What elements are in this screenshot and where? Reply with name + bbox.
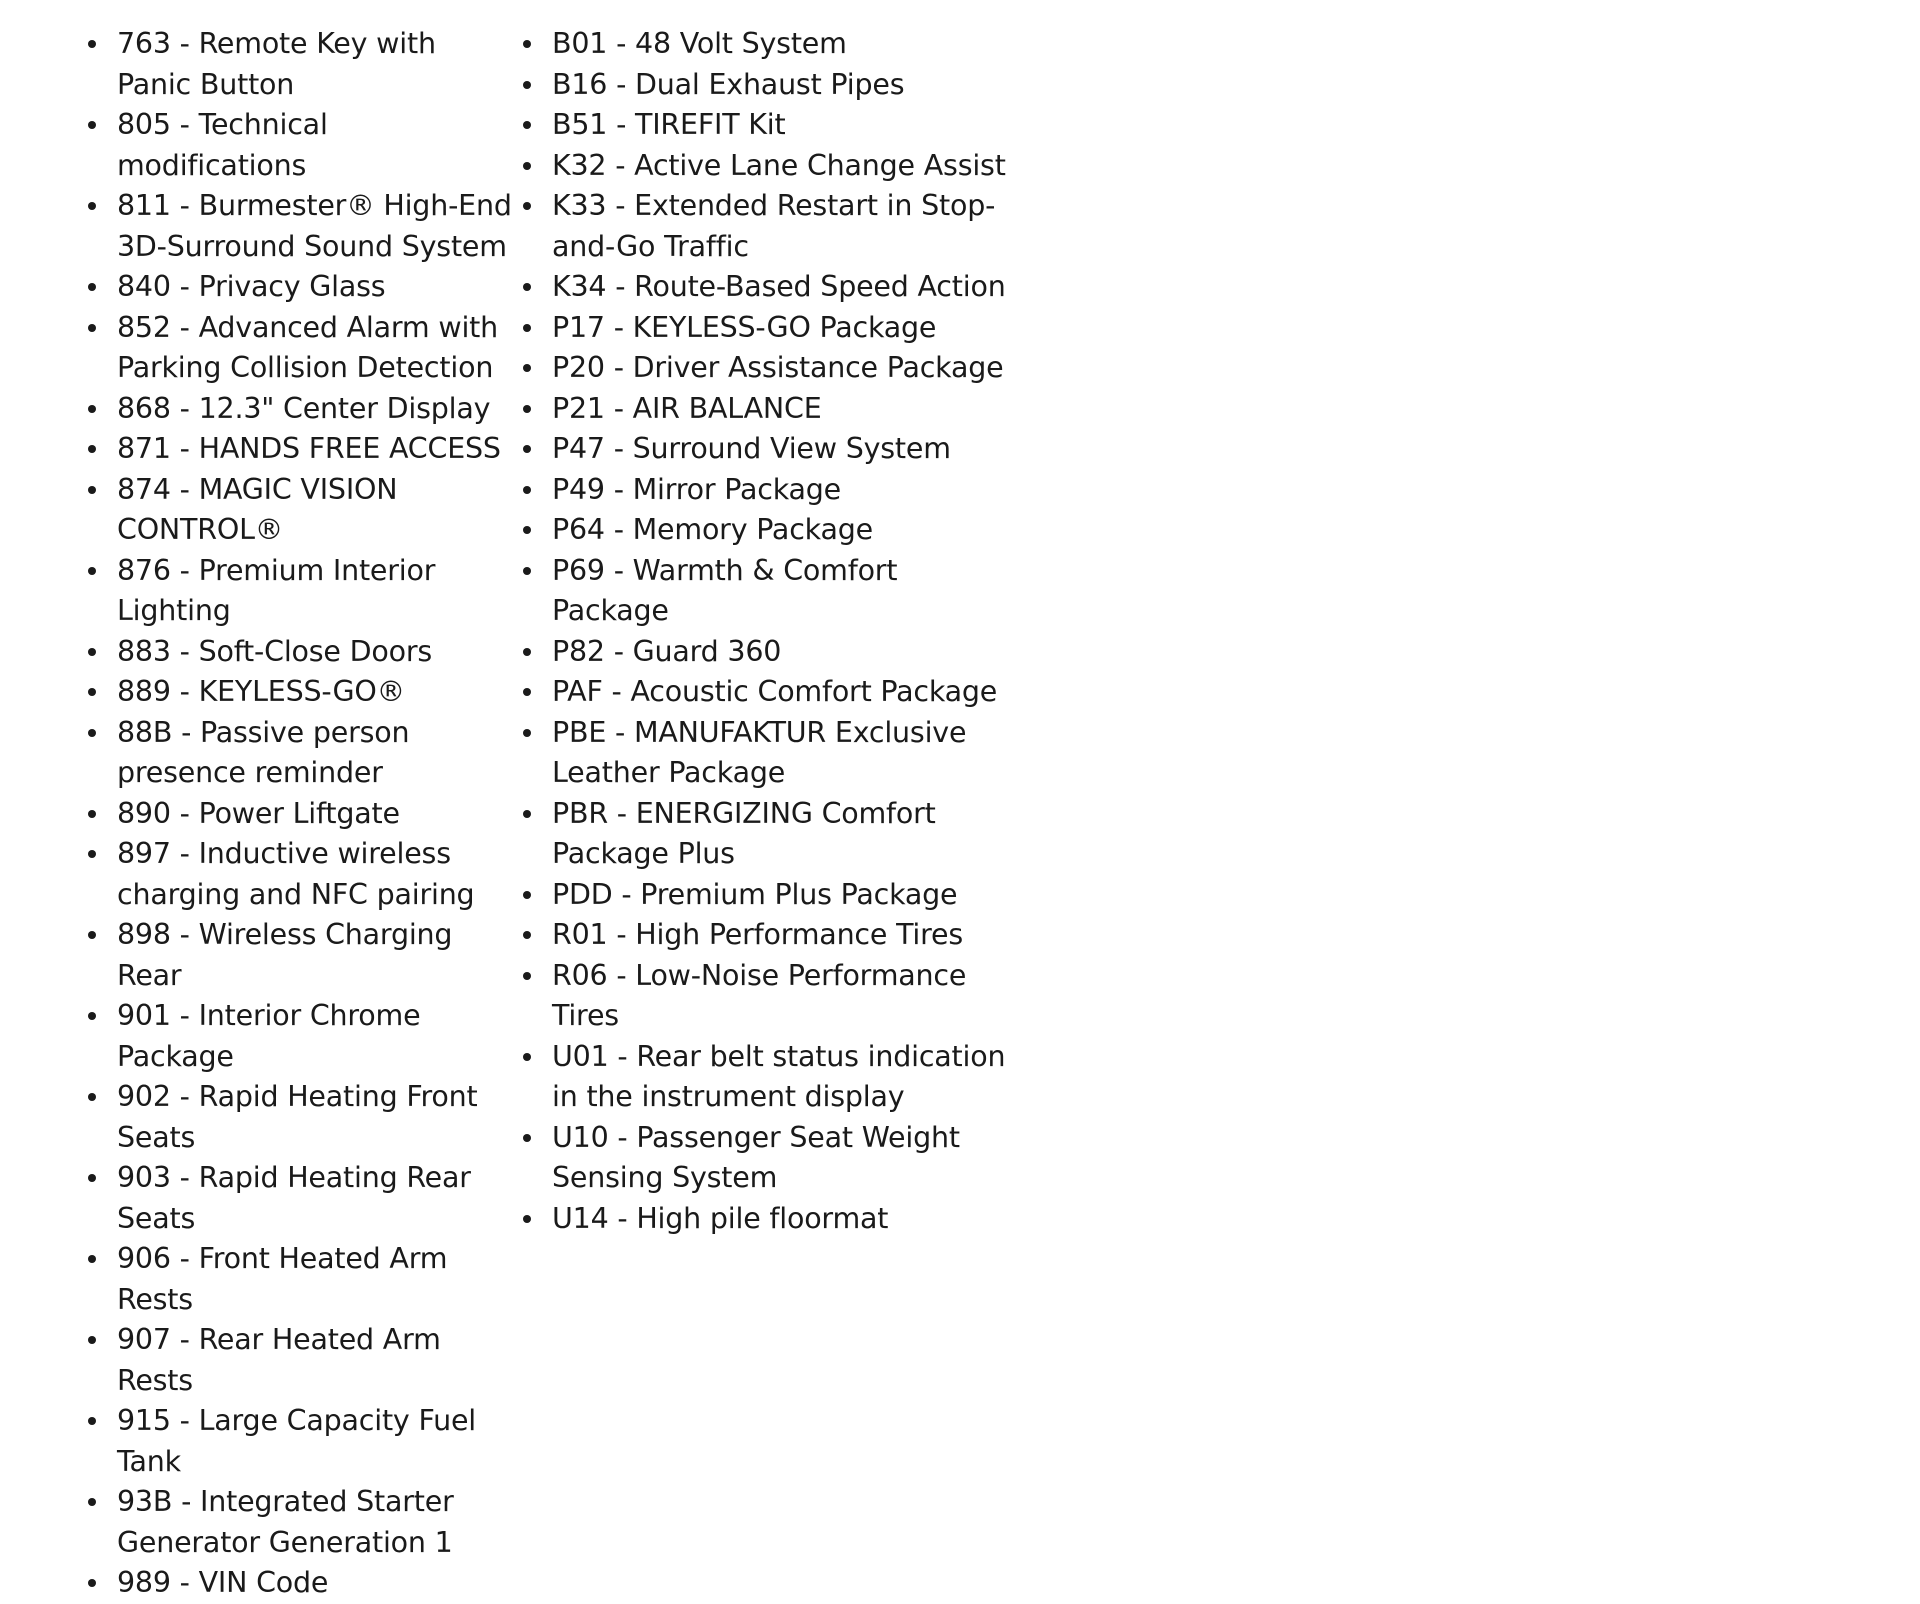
list-item: 868 - 12.3" Center Display xyxy=(117,389,512,430)
list-item: B51 - TIREFIT Kit xyxy=(552,105,1022,146)
list-item: 897 - Inductive wireless charging and NFC pairing xyxy=(117,834,512,915)
list-item: 889 - KEYLESS-GO® xyxy=(117,672,512,713)
list-item: PDD - Premium Plus Package xyxy=(552,875,1022,916)
list-item: B16 - Dual Exhaust Pipes xyxy=(552,65,1022,106)
list-item: PBR - ENERGIZING Comfort Package Plus xyxy=(552,794,1022,875)
list-item: 901 - Interior Chrome Package xyxy=(117,996,512,1077)
options-column-2 xyxy=(552,24,1022,1239)
list-item: P47 - Surround View System xyxy=(552,429,1022,470)
vehicle-options-list xyxy=(0,24,1022,1604)
list-item: 876 - Premium Interior Lighting xyxy=(117,551,512,632)
list-item: B01 - 48 Volt System xyxy=(552,24,1022,65)
list-item: 902 - Rapid Heating Front Seats xyxy=(117,1077,512,1158)
list-item: P20 - Driver Assistance Package xyxy=(552,348,1022,389)
list-item: P49 - Mirror Package xyxy=(552,470,1022,511)
list-item: U01 - Rear belt status indication in the instrument display xyxy=(552,1037,1022,1118)
list-item: P64 - Memory Package xyxy=(552,510,1022,551)
list-item: 88B - Passive person presence reminder xyxy=(117,713,512,794)
list-item: U10 - Passenger Seat Weight Sensing System xyxy=(552,1118,1022,1199)
list-item: 852 - Advanced Alarm with Parking Collision Detection xyxy=(117,308,512,389)
list-item: P21 - AIR BALANCE xyxy=(552,389,1022,430)
list-item: 840 - Privacy Glass xyxy=(117,267,512,308)
list-item: 811 - Burmester® High-End 3D-Surround Sound System xyxy=(117,186,512,267)
list-item: K33 - Extended Restart in Stop-and-Go Traffic xyxy=(552,186,1022,267)
list-item: 890 - Power Liftgate xyxy=(117,794,512,835)
list-item: 906 - Front Heated Arm Rests xyxy=(117,1239,512,1320)
list-item: R01 - High Performance Tires xyxy=(552,915,1022,956)
list-item: PBE - MANUFAKTUR Exclusive Leather Package xyxy=(552,713,1022,794)
list-item: 898 - Wireless Charging Rear xyxy=(117,915,512,996)
list-item: R06 - Low-Noise Performance Tires xyxy=(552,956,1022,1037)
list-item: P17 - KEYLESS-GO Package xyxy=(552,308,1022,349)
options-column-1 xyxy=(117,24,512,1604)
list-item: 874 - MAGIC VISION CONTROL® xyxy=(117,470,512,551)
list-item: 93B - Integrated Starter Generator Generation 1 xyxy=(117,1482,512,1563)
list-item: P82 - Guard 360 xyxy=(552,632,1022,673)
list-item: 871 - HANDS FREE ACCESS xyxy=(117,429,512,470)
list-item: P69 - Warmth & Comfort Package xyxy=(552,551,1022,632)
list-item: 883 - Soft-Close Doors xyxy=(117,632,512,673)
list-item: 903 - Rapid Heating Rear Seats xyxy=(117,1158,512,1239)
list-item: K32 - Active Lane Change Assist xyxy=(552,146,1022,187)
list-item: 763 - Remote Key with Panic Button xyxy=(117,24,512,105)
list-item: PAF - Acoustic Comfort Package xyxy=(552,672,1022,713)
list-item: 989 - VIN Code xyxy=(117,1563,512,1604)
list-item: 915 - Large Capacity Fuel Tank xyxy=(117,1401,512,1482)
list-item: K34 - Route-Based Speed Action xyxy=(552,267,1022,308)
list-item: U14 - High pile floormat xyxy=(552,1199,1022,1240)
list-item: 805 - Technical modifications xyxy=(117,105,512,186)
list-item: 907 - Rear Heated Arm Rests xyxy=(117,1320,512,1401)
